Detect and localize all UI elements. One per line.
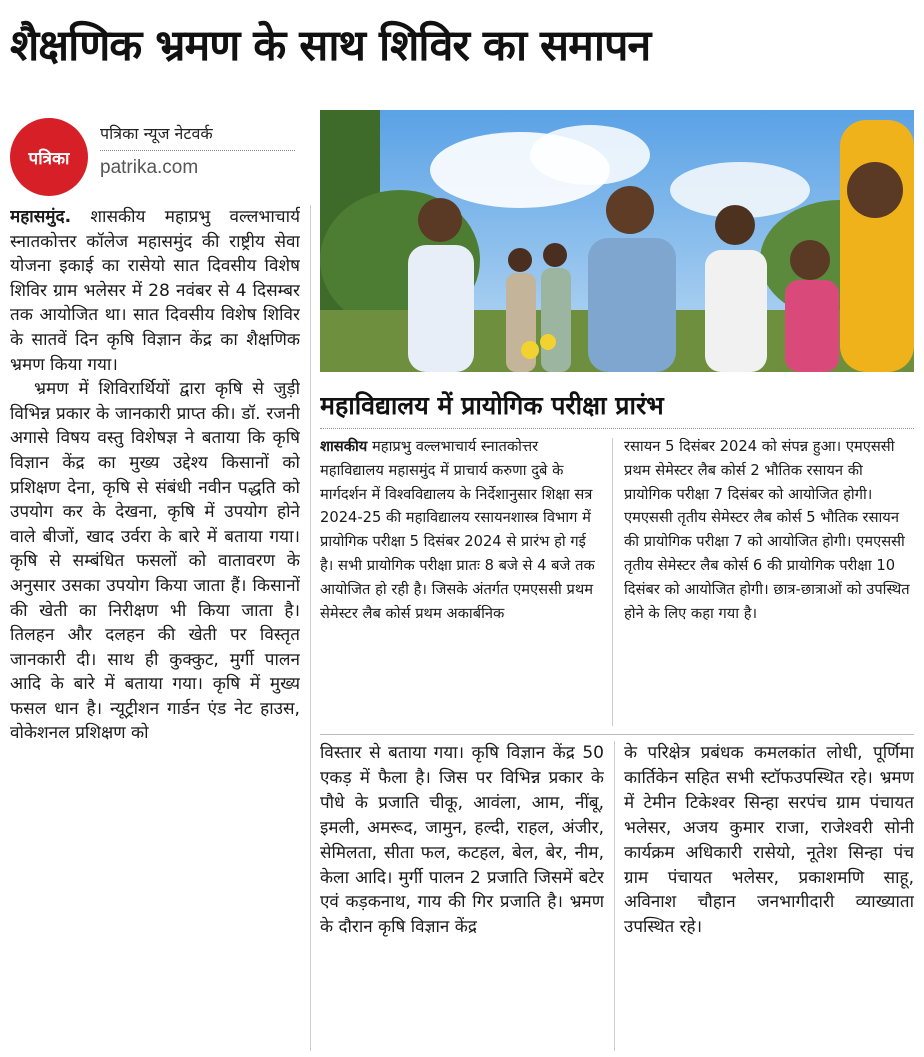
column-divider-left bbox=[310, 205, 311, 1051]
sub-story-paragraph-1 bbox=[320, 435, 600, 625]
column-divider-lower bbox=[614, 741, 615, 1051]
main-story-paragraph-1-text: शासकीय महाप्रभु वल्लभाचार्य स्नातकोत्तर कॉलेज महासमुंद की राष्ट्रीय सेवा योजना इकाई का रासेयो सात दिवसीय विशेष शिविर ग्राम भलेसर में 28 नवंबर से 4 दिसम्बर तक आयोजित था। सात दिवसीय विशेष शिविर के सातवें दिन कृषि विज्ञान केंद्र का शैक्षणिक भ्रमण किया गया। bbox=[10, 207, 300, 375]
sub-story-column-divider bbox=[612, 438, 613, 726]
main-story-paragraph-2: भ्रमण में शिविरार्थियों द्वारा कृषि से जुड़ी विभिन्न प्रकार के जानकारी प्राप्त की। डॉ. रजनी अगासे विषय वस्तु विशेषज्ञ ने बताया कि कृषि विज्ञान केंद्र का मुख्य उद्देश्य किसानों को प्रशिक्षण देना, कृषि से संबंधी नवीन पद्धति को उपयोग कर के देखना, कृषि में उपयोग होने वाले बीजों, खाद उर्वरा के बारे में बताया गया। कृषि से सम्बंधित फसलों को वातावरण के अनुसार उसका उपयोग किया जाता हैं। किसानों की खेती का निरीक्षण भी किया जाता है। तिलहन और दलहन की खेती पर विस्तृत जानकारी दी। साथ ही कुक्कुट, मुर्गी पालन आदि के बारे में बताया गया। कृषि में मुख्य फसल धान है। न्यूट्रीशन गार्डन एंड नेट हाउस, वोकेशनल प्रशिक्षण को bbox=[10, 379, 300, 744]
sub-story-headline: महाविद्यालय में प्रायोगिक परीक्षा प्रारंभ bbox=[320, 384, 914, 429]
main-story-paragraph-1 bbox=[10, 205, 300, 377]
dateline: महासमुंद. bbox=[10, 207, 72, 227]
sub-story-column-1 bbox=[320, 435, 600, 725]
sub-story-lead-word: शासकीय bbox=[320, 438, 368, 455]
byline-divider bbox=[100, 150, 295, 151]
sub-story-paragraph-2: रसायन 5 दिसंबर 2024 को संपन्न हुआ। एमएससी प्रथम सेमेस्टर लैब कोर्स 2 भौतिक रसायन की प्रायोगिक परीक्षा 7 दिसंबर को आयोजित होगी। एमएससी तृतीय सेमेस्टर लैब कोर्स 5 भौतिक रसायन की प्रायोगिक परीक्षा 7 को आयोजित होगी। एमएससी तृतीय सेमेस्टर लैब कोर्स 6 की प्रायोगिक परीक्षा 10 दिसंबर को आयोजित होगी। छात्र-छात्राओं को उपस्थित होने के लिए कहा गया है। bbox=[624, 438, 910, 622]
news-photo bbox=[320, 110, 914, 372]
news-photo-illustration bbox=[320, 110, 914, 372]
sub-story-paragraph-1-text: महाप्रभु वल्लभाचार्य स्नातकोत्तर महाविद्यालय महासमुंद में प्राचार्य करुणा दुबे के मार्गदर्शन में विश्वविद्यालय के निर्देशानुसार शिक्षा सत्र 2024-25 की महाविद्यालय रसायनशास्त्र विभाग में प्रायोगिक परीक्षा 5 दिसंबर 2024 से प्रारंभ हो गई है। सभी प्रायोगिक परीक्षा प्रातः 8 बजे से 4 बजे तक आयोजित हो रही है। जिसके अंतर्गत एमएससी प्रथम सेमेस्टर लैब कोर्स प्रथम अकार्बनिक bbox=[320, 438, 595, 622]
main-story-column-1 bbox=[10, 205, 300, 1051]
main-story-paragraph-3: विस्तार से बताया गया। कृषि विज्ञान केंद्र 50 एकड़ में फैला है। जिस पर विभिन्न प्रकार के पौधे के प्रजाति चीकू, आवंला, आम, नींबू, इमली, अमरूद, जामुन, हल्दी, राहल, अंजीर, सेमिलता, सीता फल, कटहल, बेल, बेर, नीम, केला आदि। मुर्गी पालन 2 प्रजाति जिसमें बटेर एवं कड़कनाथ, गाय की गिर प्रजाति है। भ्रमण के दौरान कृषि विज्ञान केंद्र bbox=[320, 743, 604, 938]
patrika-logo: पत्रिका bbox=[10, 118, 88, 196]
headline: शैक्षणिक भ्रमण के साथ शिविर का समापन bbox=[10, 21, 651, 71]
byline-site: patrika.com bbox=[100, 157, 199, 178]
main-story-paragraph-4: के परिक्षेत्र प्रबंधक कमलकांत लोधी, पूर्णिमा कार्तिकेन सहित सभी स्टॉफउपस्थित रहे। भ्रमण में टेमीन टिकेश्वर सिन्हा सरपंच ग्राम पंचायत भलेसर, अजय कुमार राजा, राजेश्वरी सोनी कार्यक्रम अधिकारी रासेयो, नूतेश सिन्हा पंच ग्राम पंचायत भलेसर, प्रकाशमणि साहू, अविनाश चौहान जनभागीदारी व्याख्याता उपस्थित रहे। bbox=[624, 743, 914, 938]
sub-story-column-2 bbox=[624, 435, 914, 725]
section-divider bbox=[320, 734, 914, 735]
main-story-column-3 bbox=[624, 741, 914, 1053]
byline-network: पत्रिका न्यूज नेटवर्क bbox=[100, 124, 213, 143]
main-story-column-2 bbox=[320, 741, 604, 1053]
byline bbox=[100, 122, 295, 179]
